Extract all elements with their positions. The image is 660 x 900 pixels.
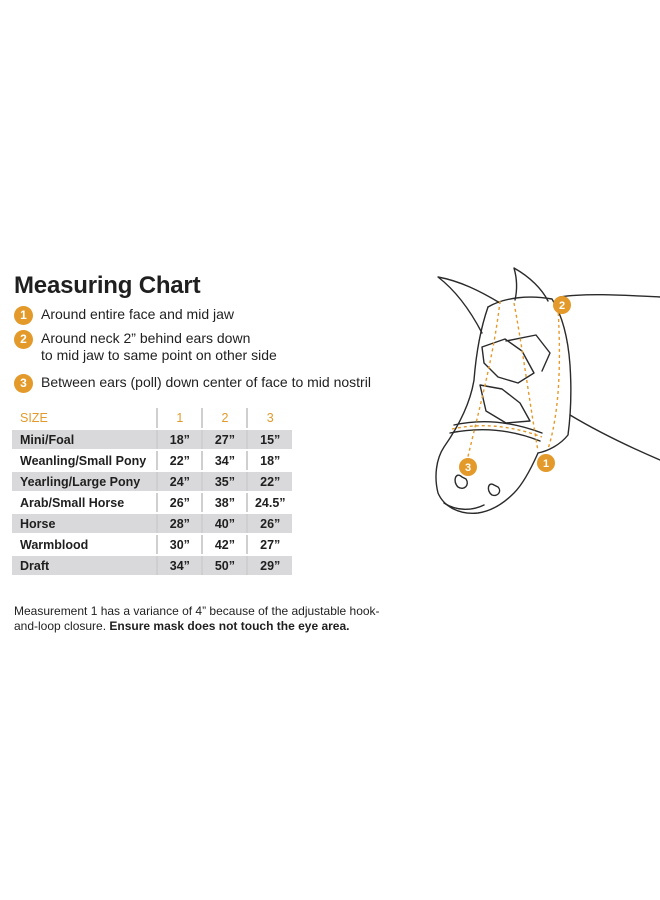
measurement-2-value: 35” — [201, 472, 246, 491]
measurement-label-line-1: Around neck 2” behind ears down — [41, 330, 251, 346]
measurement-3-value: 26” — [246, 514, 292, 533]
measurement-3-value: 22” — [246, 472, 292, 491]
measurement-2-value: 34” — [201, 451, 246, 470]
table-row — [12, 535, 292, 554]
nose-band-bottom — [450, 430, 540, 441]
measurement-3-value: 29” — [246, 556, 292, 575]
measurement-1-value: 34” — [156, 556, 201, 575]
footnote-text: Measurement 1 has a variance of 4” because of the adjustable hook-and-loop closure. — [14, 604, 380, 633]
footnote-warning: Ensure mask does not touch the eye area. — [109, 619, 350, 633]
size-table — [12, 406, 292, 577]
horse-head-diagram — [410, 255, 660, 545]
measurement-1-value: 26” — [156, 493, 201, 512]
footnote — [14, 604, 394, 634]
neck-bottom-line — [570, 415, 660, 460]
nostril — [488, 484, 499, 495]
table-row — [12, 472, 292, 491]
measurement-2-value: 40” — [201, 514, 246, 533]
table-row — [12, 493, 292, 512]
column-header-1: 1 — [156, 408, 201, 428]
nose-band-top — [454, 422, 542, 433]
marker-label-1: 1 — [542, 458, 550, 470]
nostril — [455, 475, 467, 488]
measurement-2-value: 42” — [201, 535, 246, 554]
measure-line-1 — [452, 426, 542, 437]
measurement-item-1 — [14, 306, 414, 323]
size-name: Arab/Small Horse — [20, 495, 125, 510]
size-name: Horse — [12, 514, 156, 533]
measurement-legend — [14, 306, 414, 398]
table-row — [12, 556, 292, 575]
eye-panel-detail — [506, 335, 550, 371]
marker-2 — [553, 296, 571, 314]
marker-label-3: 3 — [464, 462, 472, 474]
size-name: Weanling/Small Pony — [20, 453, 147, 468]
measurement-label: Between ears (poll) down center of face to mid nostril — [41, 374, 371, 390]
marker-3 — [459, 458, 477, 476]
measurement-3-value: 15” — [246, 430, 292, 449]
column-header-3: 3 — [246, 408, 292, 428]
measurement-2-value: 38” — [201, 493, 246, 512]
neck-top-line — [560, 295, 660, 297]
measurement-1-value: 22” — [156, 451, 201, 470]
size-name: Warmblood — [20, 537, 89, 552]
table-header-row — [12, 408, 292, 428]
measurement-3-value: 24.5” — [246, 493, 292, 512]
column-header-size: SIZE — [20, 411, 48, 425]
measurement-1-value: 24” — [156, 472, 201, 491]
marker-1 — [537, 454, 555, 472]
table-row — [12, 430, 292, 449]
table-row — [12, 514, 292, 533]
size-name: Mini/Foal — [12, 430, 156, 449]
measurement-1-value: 30” — [156, 535, 201, 554]
measurement-2-value: 27” — [201, 430, 246, 449]
horse-head-illustration — [410, 255, 660, 545]
measurement-label: Around entire face and mid jaw — [41, 306, 234, 322]
number-badge-1: 1 — [14, 306, 33, 325]
measurement-3-value: 18” — [246, 451, 292, 470]
right-ear — [514, 268, 548, 301]
measurement-3-value: 27” — [246, 535, 292, 554]
cheek-panel — [480, 385, 530, 423]
measurement-1-value: 18” — [156, 430, 201, 449]
measurement-item-3 — [14, 374, 414, 391]
mouth-line — [444, 503, 484, 509]
measurement-1-value: 28” — [156, 514, 201, 533]
size-name: Yearling/Large Pony — [12, 472, 156, 491]
measure-line-2-left — [514, 303, 538, 451]
marker-label-2: 2 — [558, 300, 566, 312]
measure-line-2-right — [548, 307, 559, 449]
measurement-2-value: 50” — [201, 556, 246, 575]
column-header-2: 2 — [201, 408, 246, 428]
measurement-item-2 — [14, 330, 414, 364]
measurement-label-line-2: to mid jaw to same point on other side — [41, 347, 277, 363]
number-badge-2: 2 — [14, 330, 33, 349]
number-badge-3: 3 — [14, 374, 33, 393]
page-title: Measuring Chart — [14, 272, 201, 299]
size-name: Draft — [12, 556, 156, 575]
table-row — [12, 451, 292, 470]
